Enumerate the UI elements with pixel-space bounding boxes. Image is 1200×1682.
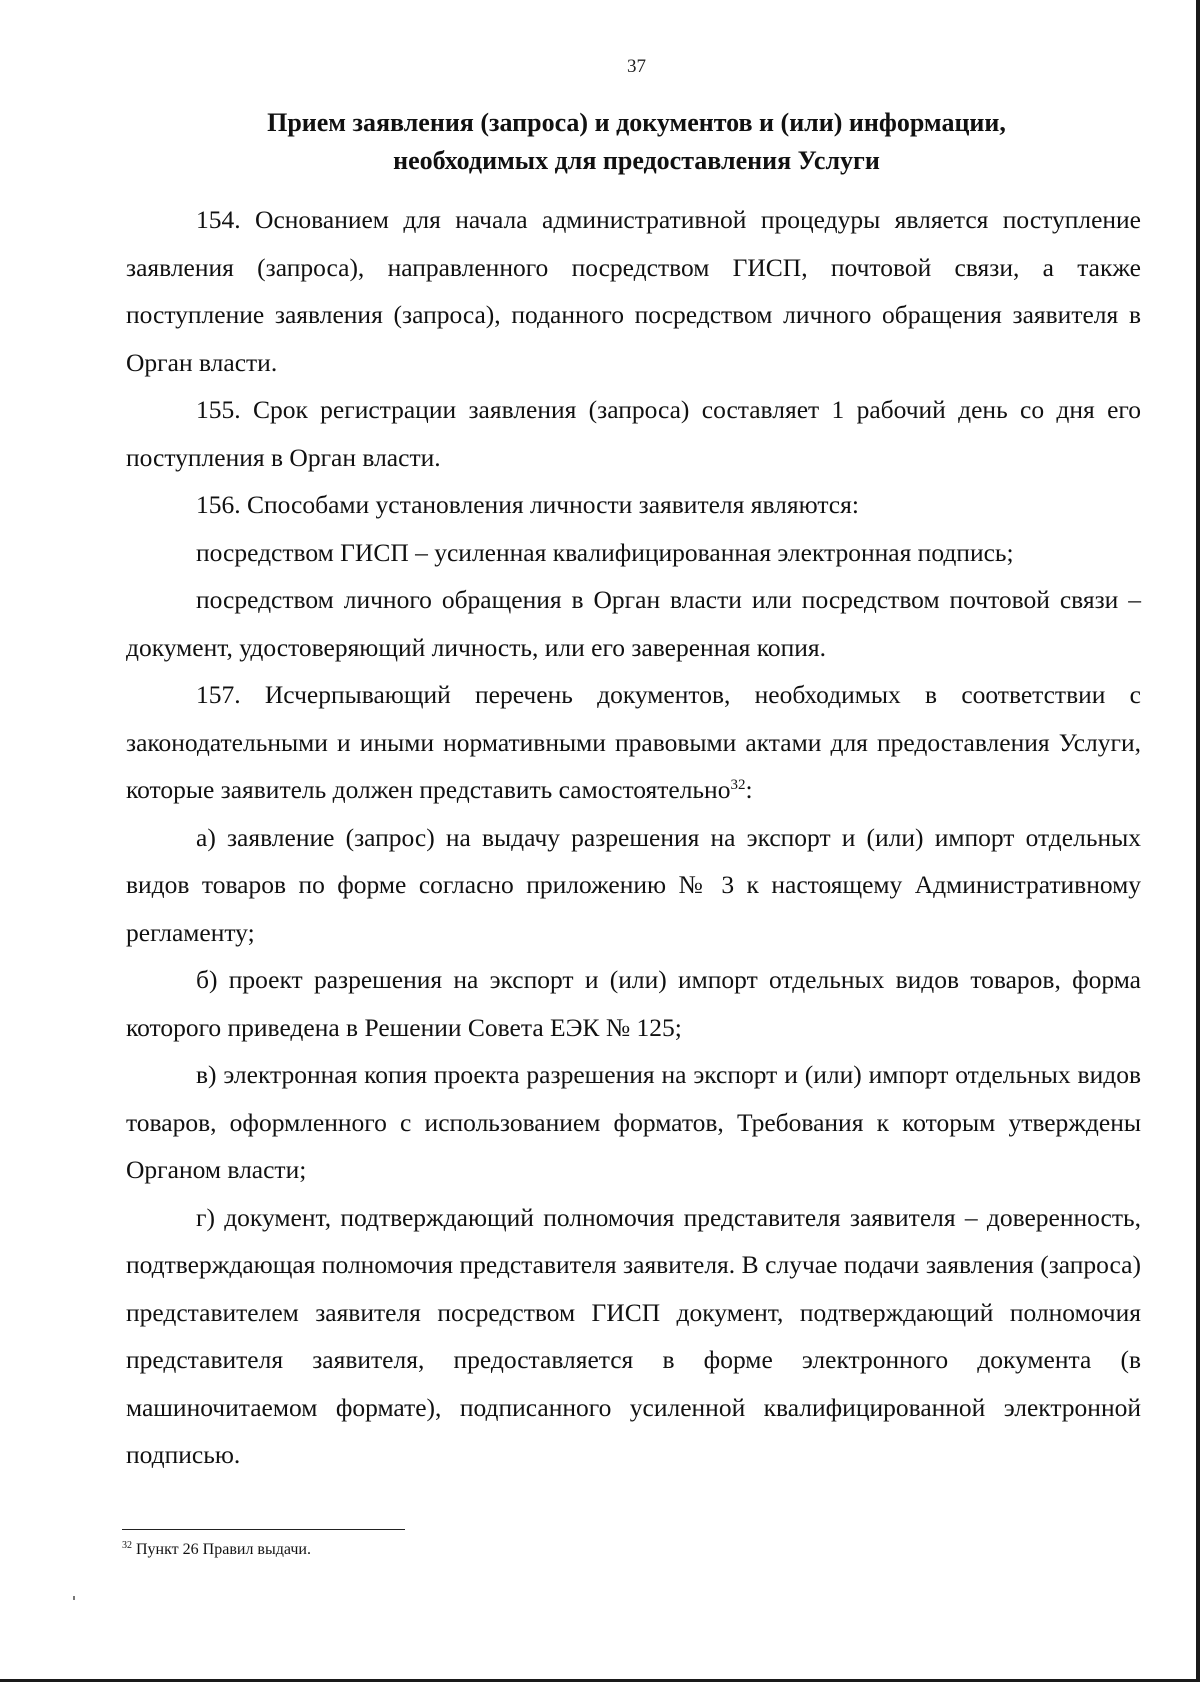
footnote-reference: 32 bbox=[730, 777, 746, 793]
scan-border-right bbox=[1196, 0, 1200, 1682]
page-number: 37 bbox=[627, 56, 646, 77]
paragraph-157-item-b: б) проект разрешения на экспорт и (или) импорт отдельных видов товаров, форма которого приведена в Решении Совета ЕЭК № 125; bbox=[126, 965, 1141, 1042]
footnote-mark: 32 bbox=[122, 1540, 132, 1551]
scan-speck bbox=[73, 1596, 75, 1600]
paragraph-157-text: 157. Исчерпывающий перечень документов, необходимых в соответствии с законодательными и иными нормативными правовыми актами для предоставления Услуги, которые заявитель должен представить самостоятельно bbox=[126, 680, 1141, 804]
footnote-text: Пункт 26 Правил выдачи. bbox=[132, 1541, 311, 1558]
paragraph-157-colon: : bbox=[745, 775, 753, 804]
footnote-separator bbox=[122, 1529, 405, 1530]
paragraph-156-personal: посредством личного обращения в Орган власти или посредством почтовой связи – документ, удостоверяющий личность, или его заверенная копия. bbox=[126, 585, 1141, 662]
paragraph-156-gisp: посредством ГИСП – усиленная квалифицированная электронная подпись; bbox=[196, 537, 1014, 567]
paragraph-157-item-v: в) электронная копия проекта разрешения на экспорт и (или) импорт отдельных видов товаров, оформленного с использованием форматов, Требования к которым утверждены Органом власти; bbox=[126, 1060, 1141, 1184]
paragraph-154: 154. Основанием для начала административной процедуры является поступление заявления (запроса), направленного посредством ГИСП, почтовой связи, а также поступление заявления (запроса), поданного посредством личного обращения заявителя в Орган власти. bbox=[126, 205, 1141, 377]
section-heading bbox=[126, 104, 1147, 180]
section-heading-line-1: Прием заявления (запроса) и документов и (или) информации, bbox=[267, 108, 1006, 137]
paragraph-157-item-a: а) заявление (запрос) на выдачу разрешения на экспорт и (или) импорт отдельных видов товаров по форме согласно приложению № 3 к настоящему Административному регламенту; bbox=[126, 822, 1141, 947]
section-heading-line-2: необходимых для предоставления Услуги bbox=[393, 146, 880, 175]
paragraph-157 bbox=[126, 671, 1141, 814]
paragraph-157-item-g: г) документ, подтверждающий полномочия представителя заявителя – доверенность, подтверждающая полномочия представителя заявителя. В случае подачи заявления (запроса) представителем заявителя посредством ГИСП документ, подтверждающий полномочия представителя заявителя, предоставляется в форме электронного документа (в машиночитаемом формате), подписанного усиленной квалифицированной электронной подписью. bbox=[126, 1202, 1141, 1469]
document-body bbox=[126, 196, 1141, 1479]
paragraph-156: 156. Способами установления личности заявителя являются: bbox=[196, 490, 859, 519]
footnote bbox=[122, 1540, 311, 1560]
paragraph-155: 155. Срок регистрации заявления (запроса) составляет 1 рабочий день со дня его поступления в Орган власти. bbox=[126, 395, 1141, 472]
